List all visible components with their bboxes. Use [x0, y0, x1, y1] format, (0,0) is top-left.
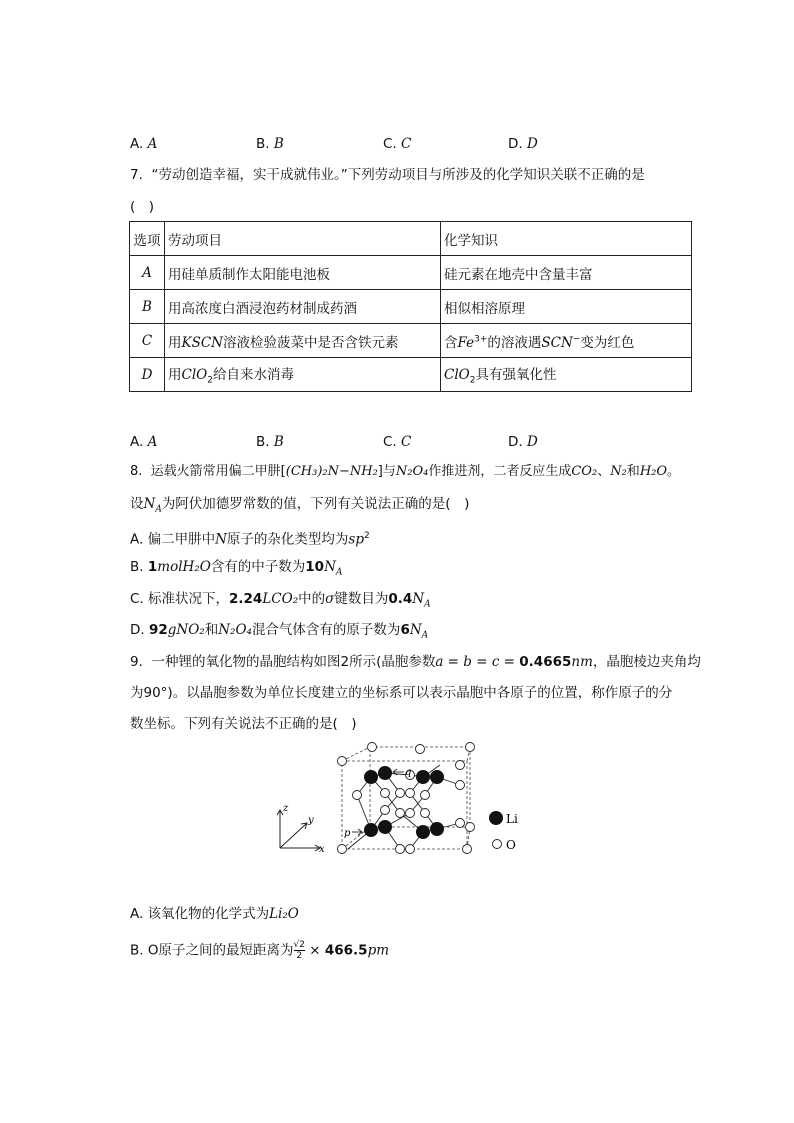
row-option: A — [130, 256, 165, 290]
q9-stem-line3: 数坐标。下列有关说法不正确的是( ) — [130, 716, 357, 732]
axis-x-label: x — [319, 844, 325, 855]
legend-o-marker — [493, 840, 502, 849]
q7-option-c: C. C — [383, 434, 412, 450]
row-knowledge: 相似相溶原理 — [441, 290, 692, 324]
row-labor: 用KSCN溶液检验菠菜中是否含铁元素 — [165, 324, 441, 358]
table-header-row — [130, 222, 692, 256]
q8-option-c: C. 标准状况下，2.24LCO₂中的σ键数目为$0.4N_A$ — [130, 591, 431, 610]
prev-option-c: C. C — [383, 136, 412, 152]
q9-stem-line2: 为90°)。以晶胞参数为单位长度建立的坐标系可以表示晶胞中各原子的位置，称作原子的分 — [130, 685, 673, 701]
q7-option-a: A. A — [130, 434, 158, 450]
legend-o-label: O — [506, 838, 516, 852]
q7-option-b: B. B — [256, 434, 284, 450]
row-option: B — [130, 290, 165, 324]
table-row — [130, 290, 692, 324]
table-row — [130, 358, 692, 392]
table-row — [130, 256, 692, 290]
row-knowledge: ClO$_2$具有强氧化性 — [441, 358, 692, 392]
q7-stem: 7. “劳动创造幸福，实干成就伟业。”下列劳动项目与所涉及的化学知识关联不正确的是 — [130, 167, 645, 183]
prev-option-b: B. B — [256, 136, 284, 152]
axis-y-label: y — [308, 815, 314, 826]
legend-li-label: Li — [506, 812, 518, 826]
cell-box — [342, 747, 470, 849]
row-option: C — [130, 324, 165, 358]
row-labor: 用高浓度白酒浸泡药材制成药酒 — [165, 290, 441, 324]
q7-table — [129, 221, 692, 392]
row-option: D — [130, 358, 165, 392]
lithium-atoms — [364, 766, 444, 839]
q8-stem-line1: 8. 运载火箭常用偏二甲肼[(CH₃)₂N−NH₂]与N₂O₄作推进剂，二者反应生成CO₂、N₂和H₂O。 — [130, 464, 681, 479]
header-labor: 劳动项目 — [165, 222, 441, 256]
q7-option-d: D. D — [508, 434, 538, 450]
q8-option-b: B. 1molH₂O含有的中子数为$10N_A$ — [130, 559, 343, 578]
q9-option-a: A. 该氧化物的化学式为Li₂O — [130, 906, 299, 922]
axis-z-label: z — [283, 803, 289, 814]
legend-li-marker — [489, 811, 503, 825]
row-knowledge: 硅元素在地壳中含量丰富 — [441, 256, 692, 290]
crystal-cell-figure — [270, 735, 540, 860]
q9-stem-line1: 9. 一种锂的氧化物的晶胞结构如图2所示(晶胞参数a = b = c = 0.4665nm，晶胞棱边夹角均 — [130, 654, 701, 670]
q8-option-a: A. 偏二甲肼中N原子的杂化类型均为$sp^2$ — [130, 531, 370, 548]
label-p: p — [344, 828, 351, 839]
label-q: q — [405, 767, 412, 778]
prev-option-a: A. A — [130, 136, 158, 152]
q8-option-d: D. 92gNO₂和N₂O₄混合气体含有的原子数为$6N_A$ — [130, 622, 429, 641]
q9-option-b: B. O原子之间的最短距离为 $\frac{√2}{2}$ × 466.5pm — [130, 940, 390, 961]
row-labor: 用硅单质制作太阳能电池板 — [165, 256, 441, 290]
table-row — [130, 324, 692, 358]
q8-stem-line2: 设$N_A$为阿伏加德罗常数的值，下列有关说法正确的是( ) — [130, 496, 470, 515]
prev-option-d: D. D — [508, 136, 538, 152]
header-option: 选项 — [130, 222, 165, 256]
header-knowledge: 化学知识 — [441, 222, 692, 256]
row-labor: 用ClO$_2$给自来水消毒 — [165, 358, 441, 392]
row-knowledge: 含$Fe^{3+}$的溶液遇SCN−变为红色 — [441, 324, 692, 358]
fraction: $\frac{√2}{2}$ — [293, 940, 305, 961]
q7-paren: ( ) — [130, 199, 155, 215]
